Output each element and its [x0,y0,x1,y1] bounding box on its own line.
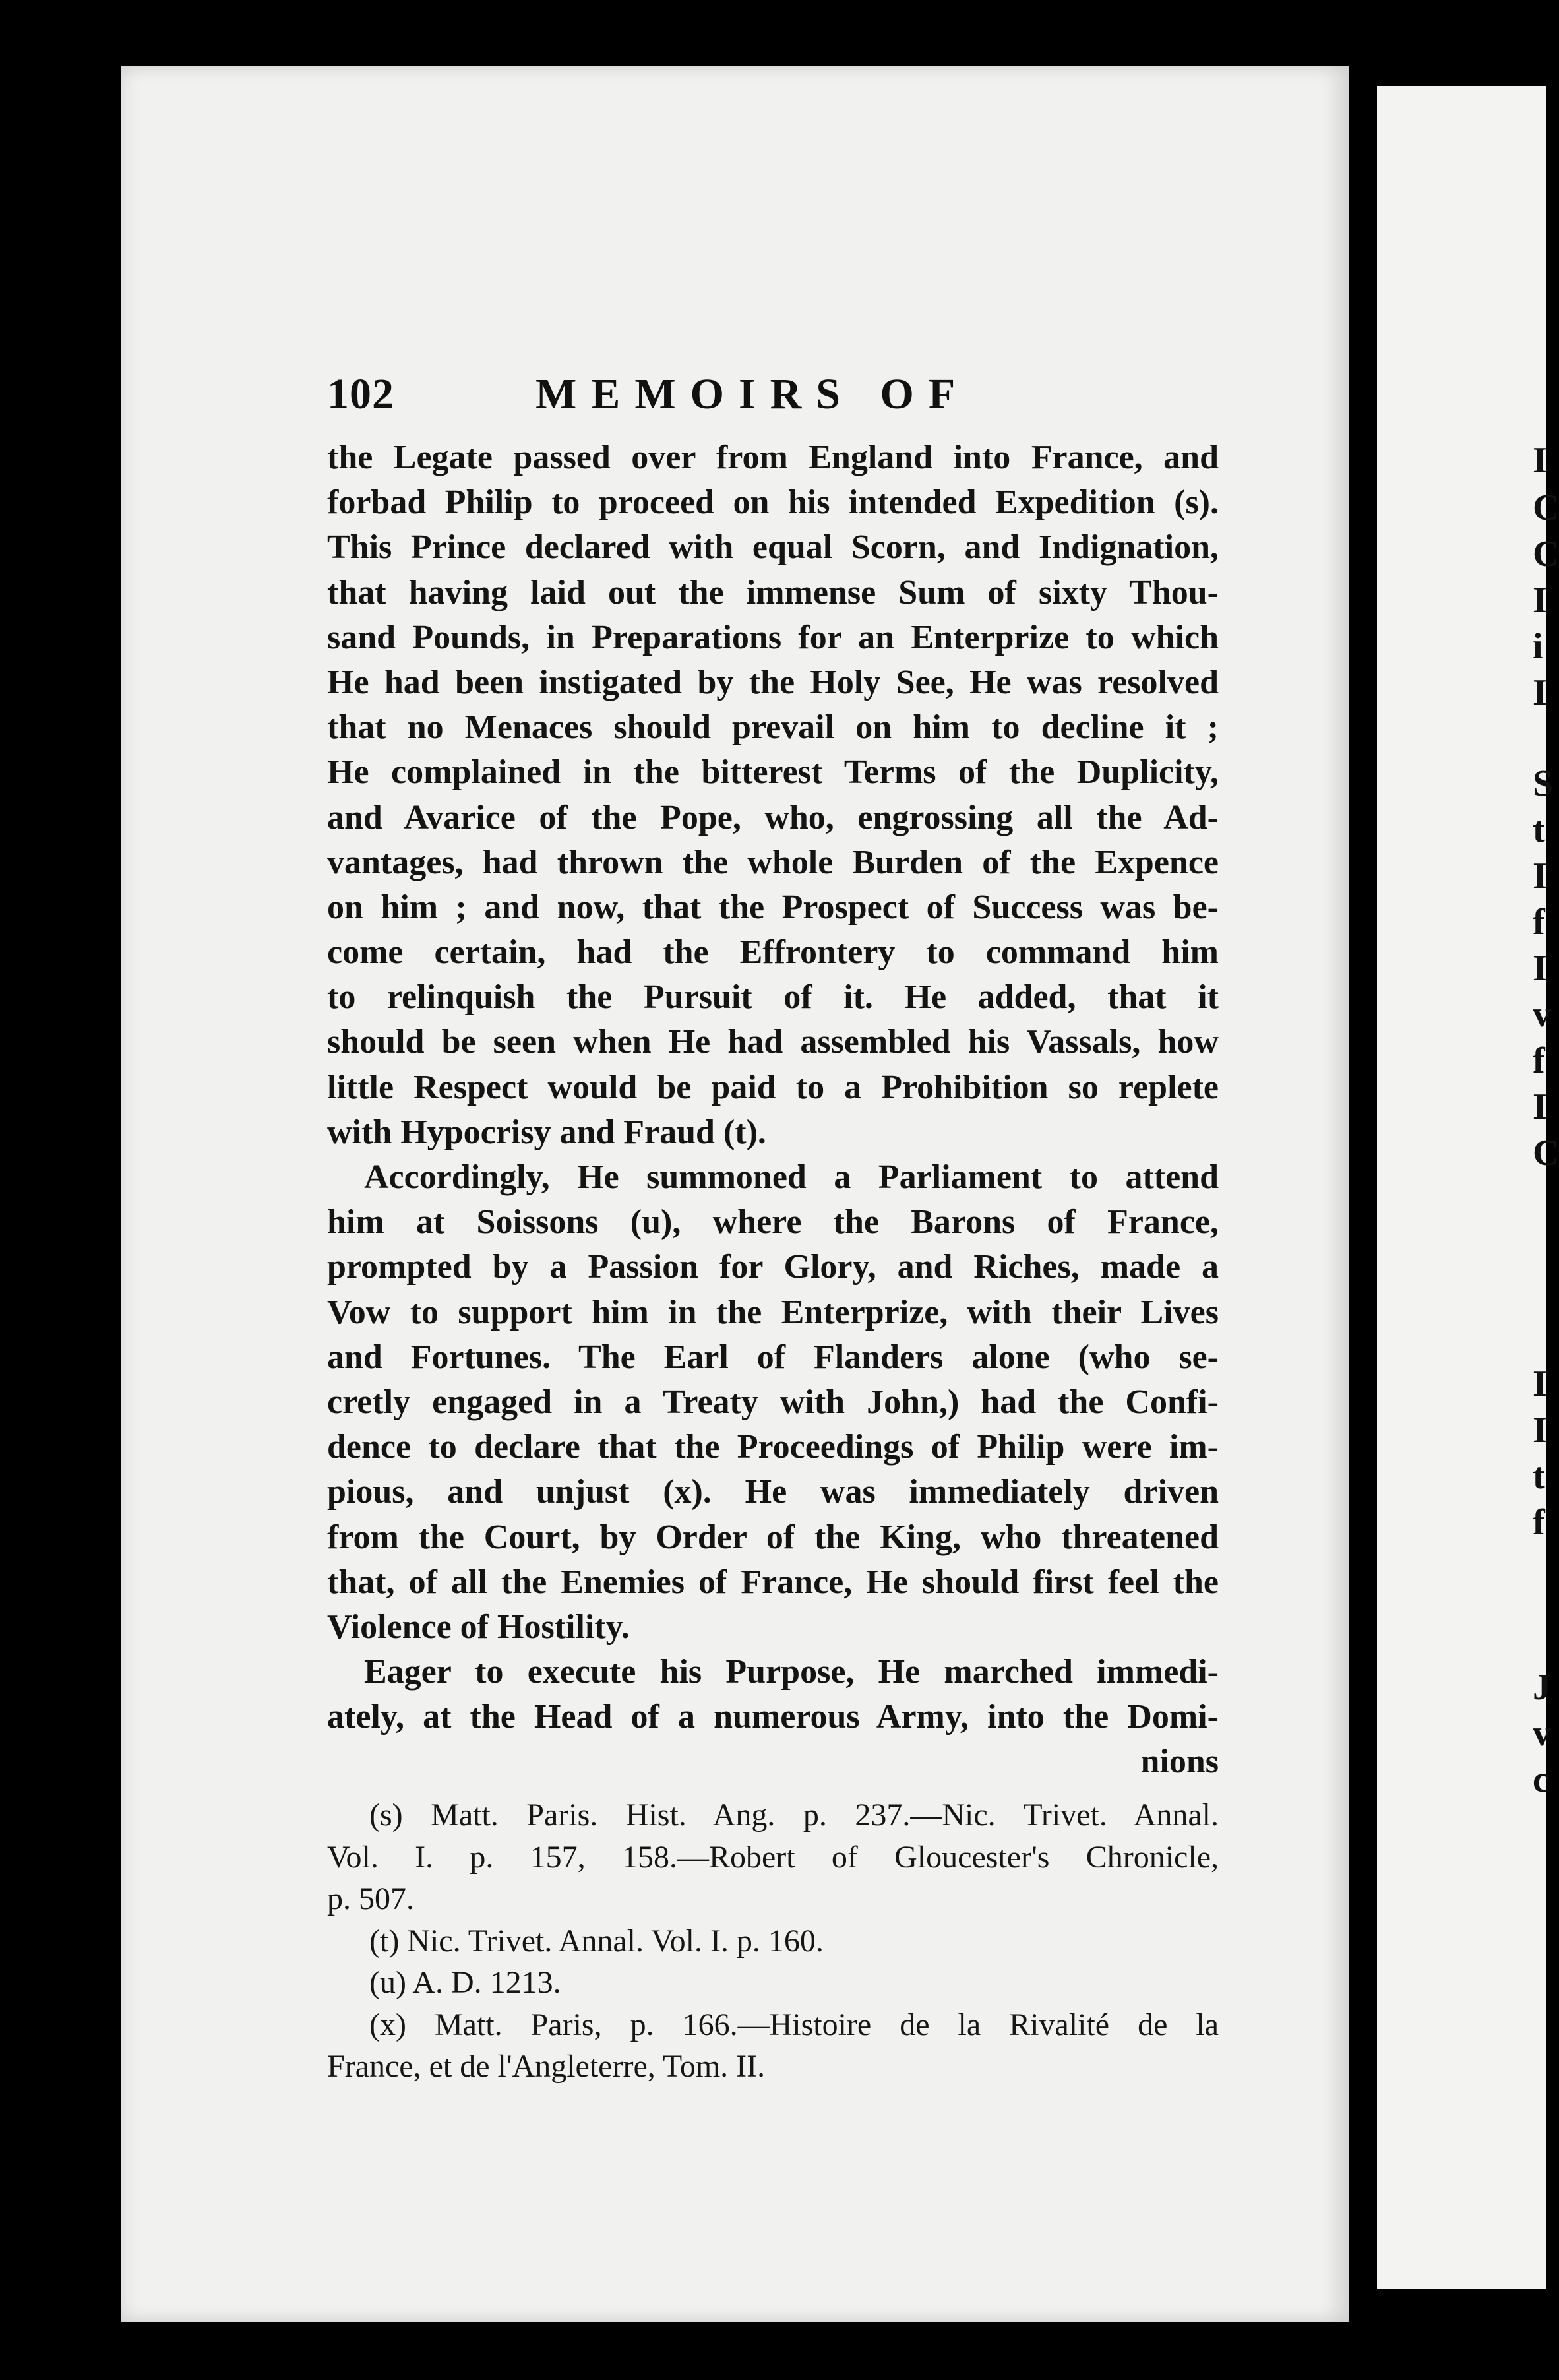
facing-page-fragment: I [1533,440,1547,481]
text-line: vantages, had thrown the whole Burden of the Expence [327,843,1219,881]
text-line: the Legate passed over from England into France, and [327,439,1219,476]
facing-page-fragment: f [1533,1040,1545,1081]
page-number: 102 [327,370,394,418]
text-line: cretly engaged in a Treaty with John,) had the Confi- [327,1383,1219,1421]
text-line: dence to declare that the Proceedings of Philip were im- [327,1428,1219,1466]
footnotes [327,1794,1219,2088]
text-line: to relinquish the Pursuit of it. He added, that it [327,978,1219,1017]
text-line: Vow to support him in the Enterprize, with their Lives [327,1293,1219,1331]
facing-page-fragment: I [1533,856,1547,896]
text-line: prompted by a Passion for Glory, and Riches, made a [327,1248,1219,1286]
facing-page-fragment: S [1533,763,1554,804]
text-line: sand Pounds, in Preparations for an Enterprize to which [327,618,1219,656]
facing-page-fragment: I [1533,1410,1547,1451]
text-line: forbad Philip to proceed on his intended Expedition (s). [327,484,1219,522]
text-line: him at Soissons (u), where the Barons of France, [327,1203,1219,1241]
facing-page-fragment: t [1533,809,1545,850]
footnote-line: (x) Matt. Paris, p. 166.—Histoire de la Rivalité de la [369,2007,1219,2042]
text-line: with Hypocrisy and Fraud (t). [327,1113,766,1151]
text-line: He had been instigated by the Holy See, He was resolved [327,663,1219,701]
facing-page-fragment: v [1533,1713,1551,1754]
facing-page-fragment: C [1533,1133,1559,1174]
text-line: ately, at the Head of a numerous Army, into the Domi- [327,1698,1219,1736]
page-header [327,369,1219,422]
text-line: Accordingly, He summoned a Parliament to attend [364,1158,1219,1196]
facing-page-fragment: c [1533,1759,1549,1800]
text-line: Eager to execute his Purpose, He marched immedi- [364,1653,1219,1691]
text-line: that no Menaces should prevail on him to decline it ; [327,708,1219,747]
text-line: that, of all the Enemies of France, He should first feel the [327,1563,1219,1601]
footnote-line: p. 507. [327,1881,414,1916]
text-line: little Respect would be paid to a Prohibition so replete [327,1068,1219,1106]
text-line: and Avarice of the Pope, who, engrossing all the Ad- [327,798,1219,836]
footnote-line: (u) A. D. 1213. [369,1965,561,2000]
body-text [327,435,1219,1785]
text-line: and Fortunes. The Earl of Flanders alone (who se- [327,1338,1219,1376]
text-line: that having laid out the immense Sum of sixty Thou- [327,573,1219,611]
facing-page-edge [1377,86,1559,2289]
facing-page-fragment: f [1533,902,1545,943]
facing-page-fragment: v [1533,994,1551,1035]
facing-page-fragment: I [1533,672,1547,713]
text-line: should be seen when He had assembled his Vassals, how [327,1023,1219,1061]
footnote-line: France, et de l'Angleterre, Tom. II. [327,2049,766,2084]
text-line: on him ; and now, that the Prospect of Success was be- [327,888,1219,926]
text-line: He complained in the bitterest Terms of the Duplicity, [327,753,1219,792]
text-line: pious, and unjust (x). He was immediately driven [327,1473,1219,1511]
running-head: MEMOIRS OF [535,370,970,418]
facing-page-fragment: I [1533,1363,1547,1404]
text-line: come certain, had the Effrontery to command him [327,933,1219,972]
footnote-line: (s) Matt. Paris. Hist. Ang. p. 237.—Nic. Trivet. Annal. [369,1798,1219,1832]
facing-page-fragment: t [1533,1456,1545,1497]
text-line: from the Court, by Order of the King, who threatened [327,1518,1219,1556]
facing-page-fragment: J [1533,1667,1551,1708]
catchword: nions [1140,1743,1219,1781]
footnote-line: Vol. I. p. 157, 158.—Robert of Gloucester's Chronicle, [327,1839,1219,1875]
footnote-line: (t) Nic. Trivet. Annal. Vol. I. p. 160. [369,1923,824,1958]
text-line: Violence of Hostility. [327,1608,630,1646]
facing-page-fragment: C [1533,534,1559,575]
facing-page-fragment: f [1533,1502,1545,1543]
facing-page-fragment: I [1533,580,1547,621]
text-line: This Prince declared with equal Scorn, and Indignation, [327,528,1219,567]
facing-page-fragment: C [1533,487,1559,528]
facing-page-fragment: I [1533,1086,1547,1127]
facing-page-fragment: i [1533,626,1543,667]
facing-page-fragment: I [1533,948,1547,989]
